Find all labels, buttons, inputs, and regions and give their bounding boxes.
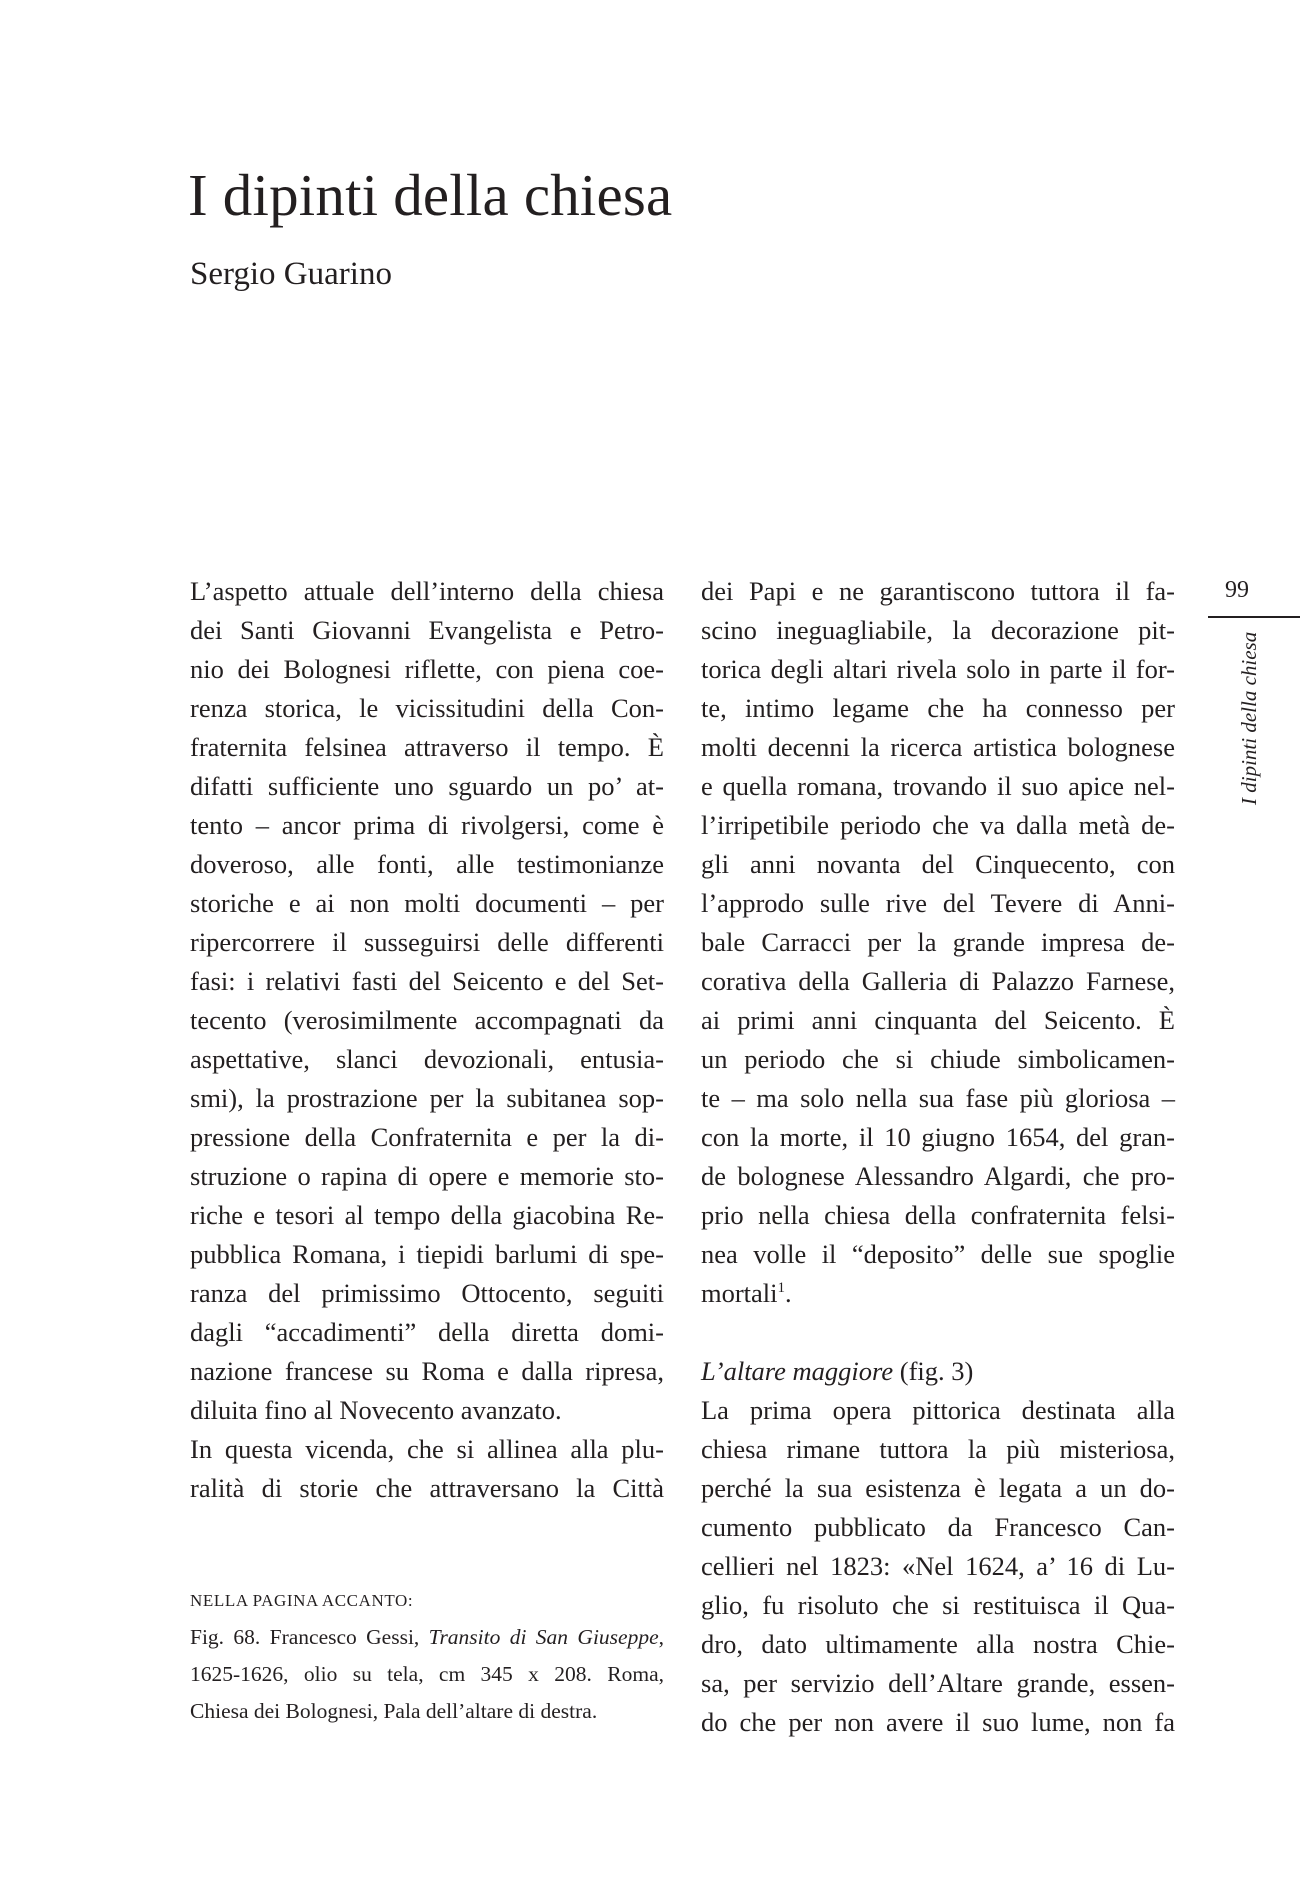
text-line: sa, per servizio dell’Altare grande, essen- [701, 1668, 1175, 1698]
text-line: con la morte, il 10 giugno 1654, del gran- [701, 1122, 1175, 1152]
text-line: riche e tesori al tempo della giacobina Re- [190, 1200, 664, 1230]
text-line: La prima opera pittorica destinata alla [701, 1395, 1175, 1425]
text-line: te, intimo legame che ha connesso per [701, 693, 1175, 723]
text-line: gli anni novanta del Cinquecento, con [701, 849, 1175, 879]
caption-label: NELLA PAGINA ACCANTO: [190, 1591, 414, 1610]
text-line: ralità di storie che attraversano la Città [190, 1473, 664, 1503]
caption-punct: , [658, 1625, 664, 1649]
caption-line: Chiesa dei Bolognesi, Pala dell’altare di destra. [190, 1699, 598, 1723]
page-title: I dipinti della chiesa [188, 162, 673, 228]
text-line: corativa della Galleria di Palazzo Farnese, [701, 966, 1175, 996]
text-line: dei Santi Giovanni Evangelista e Petro- [190, 615, 664, 645]
text-line: nazione francese su Roma e dalla ripresa, [190, 1356, 664, 1386]
text-line: doveroso, alle fonti, alle testimonianze [190, 849, 664, 879]
text-line: In questa vicenda, che si allinea alla plu- [190, 1434, 664, 1464]
text-line: scino ineguagliabile, la decorazione pit- [701, 615, 1175, 645]
left-text-column [190, 572, 664, 1508]
text-line: nea volle il “deposito” delle sue spoglie [701, 1239, 1175, 1269]
text-line: dei Papi e ne garantiscono tuttora il fa- [701, 576, 1175, 606]
text-line: aspettative, slanci devozionali, entusia- [190, 1044, 664, 1074]
text-line: tento – ancor prima di rivolgersi, come è [190, 810, 664, 840]
text-line: L’aspetto attuale dell’interno della chiesa [190, 576, 664, 606]
text-line: dro, dato ultimamente alla nostra Chie- [701, 1629, 1175, 1659]
text-line: pressione della Confraternita e per la di- [190, 1122, 664, 1152]
text-line: storiche e ai non molti documenti – per [190, 888, 664, 918]
text-line: cellieri nel 1823: «Nel 1624, a’ 16 di Lu- [701, 1551, 1175, 1581]
text-fragment: mortali [701, 1278, 778, 1308]
page-number: 99 [1225, 577, 1249, 603]
text-line: dagli “accadimenti” della diretta domi- [190, 1317, 664, 1347]
page-number-rule [1208, 616, 1300, 618]
section-heading-figref: (fig. 3) [893, 1356, 974, 1386]
text-line-final [701, 1274, 1175, 1313]
text-line: bale Carracci per la grande impresa de- [701, 927, 1175, 957]
footnote-reference[interactable]: 1 [777, 1280, 786, 1297]
text-line: nio dei Bolognesi riflette, con piena coe- [190, 654, 664, 684]
text-line: perché la sua esistenza è legata a un do- [701, 1473, 1175, 1503]
caption-line: 1625-1626, olio su tela, cm 345 x 208. Roma, [190, 1662, 664, 1686]
text-line: torica degli altari rivela solo in parte il for- [701, 654, 1175, 684]
figure-caption [190, 1582, 664, 1730]
text-line: chiesa rimane tuttora la più misteriosa, [701, 1434, 1175, 1464]
text-line: un periodo che si chiude simbolicamen- [701, 1044, 1175, 1074]
text-line: ranza del primissimo Ottocento, seguiti [190, 1278, 664, 1308]
running-head: I dipinti della chiesa [1237, 632, 1261, 806]
text-line: molti decenni la ricerca artistica bolognese [701, 732, 1175, 762]
text-line: difatti sufficiente uno sguardo un po’ at- [190, 771, 664, 801]
section-heading [701, 1352, 1175, 1391]
text-line: l’approdo sulle rive del Tevere di Anni- [701, 888, 1175, 918]
text-line: glio, fu risoluto che si restituisca il Qua- [701, 1590, 1175, 1620]
text-line: fasi: i relativi fasti del Seicento e del Set- [190, 966, 664, 996]
text-line: cumento pubblicato da Francesco Can- [701, 1512, 1175, 1542]
text-line: pubblica Romana, i tiepidi barlumi di spe- [190, 1239, 664, 1269]
text-fragment: . [785, 1278, 792, 1308]
text-line: do che per non avere il suo lume, non fa [701, 1707, 1175, 1737]
section-heading-title: L’altare maggiore [701, 1356, 894, 1386]
paragraph-gap [701, 1313, 1175, 1352]
caption-fig: Fig. 68. Francesco Gessi, [190, 1625, 429, 1649]
author-name: Sergio Guarino [190, 256, 392, 292]
text-line: smi), la prostrazione per la subitanea sop- [190, 1083, 664, 1113]
right-text-column [701, 572, 1175, 1742]
text-line: prio nella chiesa della confraternita felsi- [701, 1200, 1175, 1230]
text-line: l’irripetibile periodo che va dalla metà de- [701, 810, 1175, 840]
caption-work-title: Transito di San Giuseppe [428, 1625, 659, 1649]
text-line: ripercorrere il susseguirsi delle differenti [190, 927, 664, 957]
text-line: struzione o rapina di opere e memorie sto- [190, 1161, 664, 1191]
text-line: te – ma solo nella sua fase più gloriosa – [701, 1083, 1175, 1113]
text-line: tecento (verosimilmente accompagnati da [190, 1005, 664, 1035]
text-line: e quella romana, trovando il suo apice nel- [701, 771, 1175, 801]
text-line: ai primi anni cinquanta del Seicento. È [701, 1005, 1175, 1035]
text-line: fraternita felsinea attraverso il tempo. È [190, 732, 664, 762]
text-line: renza storica, le vicissitudini della Con- [190, 693, 664, 723]
text-line: diluita fino al Novecento avanzato. [190, 1395, 562, 1425]
text-line: de bolognese Alessandro Algardi, che pro- [701, 1161, 1175, 1191]
caption-line [190, 1619, 664, 1656]
